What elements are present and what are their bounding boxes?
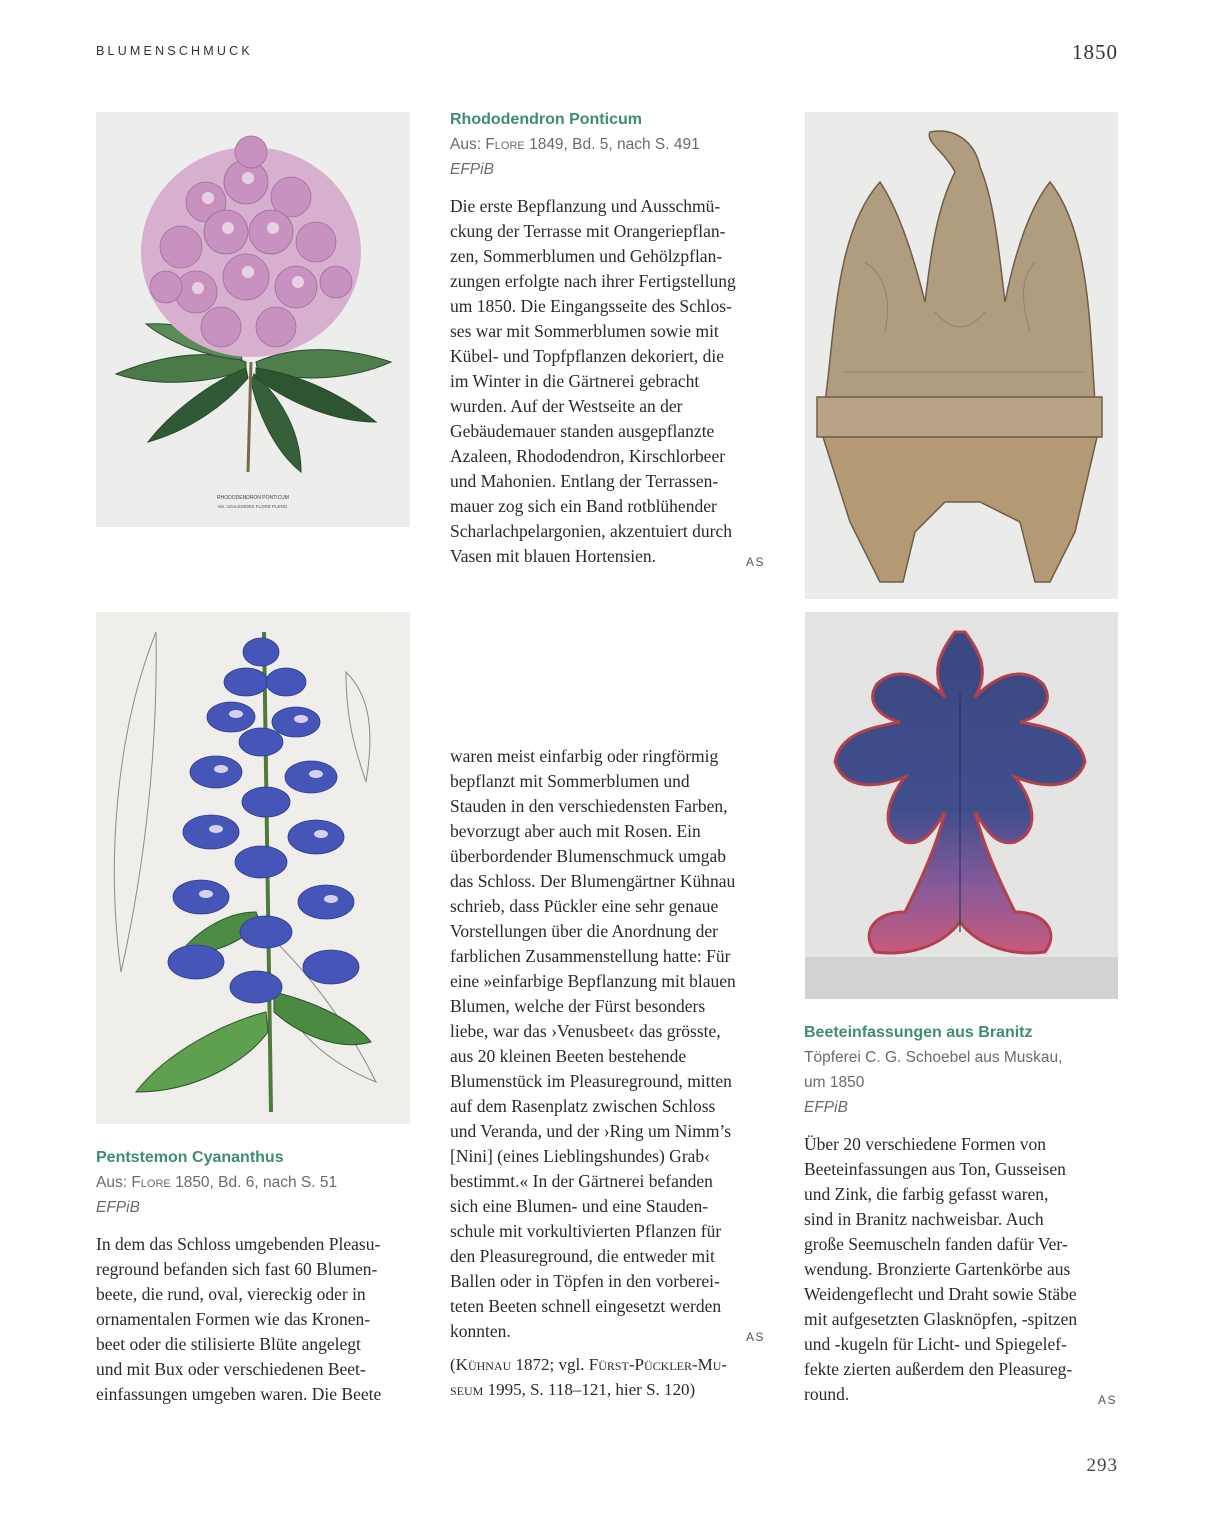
caption-title: Beeteinfassungen aus Branitz — [804, 1024, 1033, 1041]
eagle-border-ornament-image — [805, 112, 1118, 599]
beeteinfassungen-caption — [804, 1020, 1062, 1120]
paragraph: Die erste Bepflanzung und Ausschmü- ckung der Terrasse mit Orangeriepflan- zen, Sommerblumen und Gehölzpflan- zungen erfolgte nach ihrer Fertigstellung um 1850. Die Eingangsseite des Schlos- ses war mit Sommerblumen sowie mit Kübel- und Topfpflanzen dekoriert, die im Winter in die Gärtnerei gebracht wurden. Auf der Westseite an der Gebäudemauer standen ausgepflanzte Azaleen, Rhododendron, Kirschlorbeer und Mahonien. Entlang der Terrassen- mauer zog sich ein Band rotblühender Scharlachpelargonien, akzentuiert durch Vasen mit blauen Hortensien. — [450, 196, 736, 566]
body-text-col2-bottom — [450, 744, 765, 1402]
paragraph: In dem das Schloss umgebenden Pleasu- reground befanden sich fast 60 Blumen- beete, die rund, oval, viereckig oder in ornamentalen Formen wie das Kronen- beet oder die stilisierte Blüte angelegt und mit Bux oder verschiedenen Beet- einfassungen umgeben waren. Die Beete — [96, 1234, 382, 1404]
body-text-col2-top — [450, 194, 765, 569]
rhododendron-caption — [450, 107, 700, 182]
rhododendron-plate-image — [96, 112, 410, 527]
caption-source: Aus: Flore 1849, Bd. 5, nach S. 491 — [450, 136, 700, 153]
caption-source-line1: Töpferei C. G. Schoebel aus Muskau, — [804, 1049, 1063, 1066]
plate-label-1: RHODODENDRON PONTICUM — [217, 495, 289, 501]
caption-title: Pentstemon Cyananthus — [96, 1149, 284, 1166]
plate-label-2: Var. AZALEOIDES FLORE PLENO. — [217, 504, 289, 509]
author-signature: AS — [745, 1330, 765, 1344]
pentstemon-caption — [96, 1145, 337, 1220]
caption-credit: EFPiB — [450, 161, 494, 178]
caption-title: Rhododendron Ponticum — [450, 111, 642, 128]
page-number: 293 — [1086, 1455, 1118, 1476]
leaf-border-ornament-image — [805, 612, 1118, 999]
year-heading: 1850 — [1072, 40, 1118, 64]
caption-source-line2: um 1850 — [804, 1074, 865, 1091]
source-reference: (Kühnau 1872; vgl. Fürst-Pückler-Mu- seum 1995, S. 118–121, hier S. 120) — [450, 1355, 728, 1399]
caption-credit: EFPiB — [96, 1199, 140, 1216]
paragraph: Über 20 verschiedene Formen von Beeteinfassungen aus Ton, Gusseisen und Zink, die farbig gefasst waren, sind in Branitz nachweisbar. Auch große Seemuscheln fanden dafür Ver- wendung. Bronzierte Gartenkörbe aus Weidengeflecht und Draht sowie Stäbe mit aufgesetzten Glasknöpfen, -spitzen und -kugeln für Licht- und Spiegelef- fekte zierten außerdem den Pleasureg- round. — [804, 1134, 1078, 1404]
running-head: BLUMENSCHMUCK — [96, 44, 253, 58]
caption-source: Aus: Flore 1850, Bd. 6, nach S. 51 — [96, 1174, 338, 1191]
author-signature: AS — [745, 555, 765, 569]
caption-credit: EFPiB — [804, 1099, 848, 1116]
author-signature: AS — [1097, 1393, 1117, 1407]
paragraph: waren meist einfarbig oder ringförmig bepflanzt mit Sommerblumen und Stauden in den verschiedensten Farben, bevorzugt aber auch mit Rosen. Ein überbordender Blumenschmuck umgab das Schloss. Der Blumengärtner Kühnau schrieb, dass Pückler eine sehr genaue Vorstellungen über die Anordnung der farblichen Zusammenstellung hatte: Für eine »einfarbige Bepflanzung mit blauen Blumen, welche der Fürst besonders liebe, war das ›Venusbeet‹ das grösste, aus 20 kleinen Beeten bestehende Blumenstück im Pleasureground, mitten auf dem Rasenplatz zwischen Schloss und Veranda, und der ›Ring um Nimm’s [Nini] (eines Lieblingshundes) Grab‹ bestimmt.« In der Gärtnerei befanden sich eine Blumen- und eine Stauden- schule mit vorkultivierten Pflanzen für den Pleasureground, die entweder mit Ballen oder in Töpfen in den vorberei- teten Beeten schnell eingesetzt werden konnten. — [450, 746, 736, 1341]
pentstemon-plate-image — [96, 612, 410, 1124]
body-text-col3-bottom — [804, 1132, 1119, 1407]
body-text-col1-bottom — [96, 1232, 411, 1407]
